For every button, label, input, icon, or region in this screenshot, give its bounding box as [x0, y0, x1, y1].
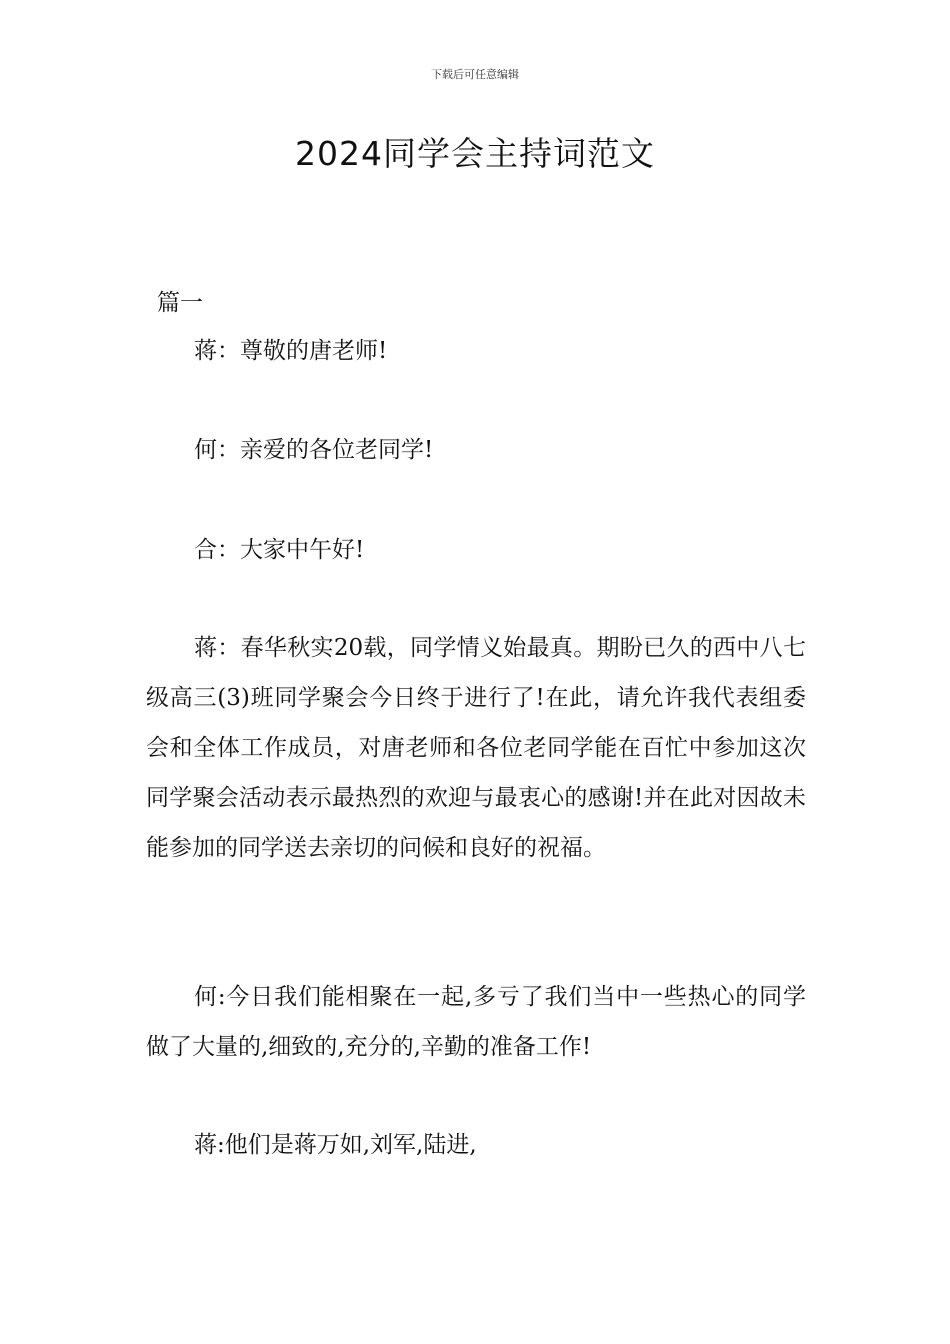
paragraph-1: 蒋：尊敬的唐老师! [194, 338, 388, 364]
section-label: 篇一 [157, 290, 203, 316]
paragraph-3: 合：大家中午好! [194, 537, 365, 563]
paragraph-2: 何：亲爱的各位老同学! [194, 437, 434, 463]
header-note: 下载后可任意编辑 [431, 68, 519, 81]
paragraph-6: 蒋:他们是蒋万如,刘军,陆进, [194, 1132, 477, 1158]
paragraph-4: 蒋：春华秋实20载，同学情义始最真。期盼已久的西中八七级高三(3)班同学聚会今日终于进行了!在此，请允许我代表组委会和全体工作成员，对唐老师和各位老同学能在百忙中参加这次同学聚会活动表示最热烈的欢迎与最衷心的感谢!并在此对因故未能参加的同学送去亲切的问候和良好的祝福。 [146, 635, 806, 861]
paragraph-5: 何:今日我们能相聚在一起,多亏了我们当中一些热心的同学做了大量的,细致的,充分的,辛勤的准备工作! [146, 984, 806, 1060]
document-title: 2024同学会主持词范文 [295, 134, 655, 173]
